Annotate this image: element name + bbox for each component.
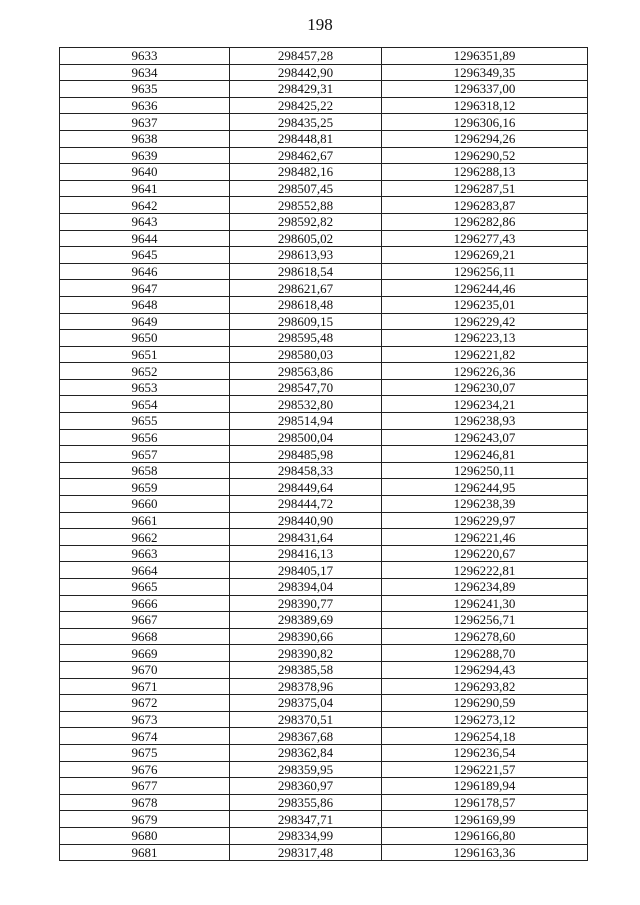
point-number-cell: 9634 <box>60 64 230 81</box>
table-row <box>60 761 588 778</box>
table-row <box>60 379 588 396</box>
x-coordinate-cell: 298355,86 <box>230 794 382 811</box>
point-number-cell: 9647 <box>60 280 230 297</box>
y-coordinate-cell: 1296244,95 <box>382 479 588 496</box>
table-row <box>60 844 588 861</box>
table-row <box>60 529 588 546</box>
y-coordinate-cell: 1296337,00 <box>382 81 588 98</box>
y-coordinate-cell: 1296318,12 <box>382 97 588 114</box>
x-coordinate-cell: 298605,02 <box>230 230 382 247</box>
table-row <box>60 612 588 629</box>
point-number-cell: 9633 <box>60 48 230 65</box>
y-coordinate-cell: 1296349,35 <box>382 64 588 81</box>
x-coordinate-cell: 298444,72 <box>230 496 382 513</box>
table-row <box>60 545 588 562</box>
table-row <box>60 811 588 828</box>
y-coordinate-cell: 1296269,21 <box>382 247 588 264</box>
x-coordinate-cell: 298360,97 <box>230 778 382 795</box>
x-coordinate-cell: 298378,96 <box>230 678 382 695</box>
point-number-cell: 9680 <box>60 827 230 844</box>
x-coordinate-cell: 298359,95 <box>230 761 382 778</box>
x-coordinate-cell: 298390,77 <box>230 595 382 612</box>
point-number-cell: 9646 <box>60 263 230 280</box>
table-row <box>60 197 588 214</box>
point-number-cell: 9666 <box>60 595 230 612</box>
table-row <box>60 562 588 579</box>
x-coordinate-cell: 298416,13 <box>230 545 382 562</box>
y-coordinate-cell: 1296238,93 <box>382 413 588 430</box>
point-number-cell: 9650 <box>60 330 230 347</box>
table-row <box>60 645 588 662</box>
y-coordinate-cell: 1296287,51 <box>382 180 588 197</box>
y-coordinate-cell: 1296244,46 <box>382 280 588 297</box>
x-coordinate-cell: 298442,90 <box>230 64 382 81</box>
table-row <box>60 479 588 496</box>
y-coordinate-cell: 1296166,80 <box>382 827 588 844</box>
point-number-cell: 9655 <box>60 413 230 430</box>
table-row <box>60 396 588 413</box>
y-coordinate-cell: 1296290,52 <box>382 147 588 164</box>
x-coordinate-cell: 298552,88 <box>230 197 382 214</box>
x-coordinate-cell: 298592,82 <box>230 213 382 230</box>
point-number-cell: 9673 <box>60 711 230 728</box>
coordinates-table <box>59 47 588 861</box>
x-coordinate-cell: 298563,86 <box>230 363 382 380</box>
point-number-cell: 9635 <box>60 81 230 98</box>
point-number-cell: 9671 <box>60 678 230 695</box>
y-coordinate-cell: 1296290,59 <box>382 695 588 712</box>
table-row <box>60 579 588 596</box>
table-row <box>60 827 588 844</box>
y-coordinate-cell: 1296223,13 <box>382 330 588 347</box>
x-coordinate-cell: 298618,48 <box>230 296 382 313</box>
point-number-cell: 9674 <box>60 728 230 745</box>
x-coordinate-cell: 298390,82 <box>230 645 382 662</box>
table-row <box>60 114 588 131</box>
point-number-cell: 9654 <box>60 396 230 413</box>
table-row <box>60 263 588 280</box>
table-row <box>60 695 588 712</box>
point-number-cell: 9652 <box>60 363 230 380</box>
table-row <box>60 496 588 513</box>
y-coordinate-cell: 1296306,16 <box>382 114 588 131</box>
table-row <box>60 462 588 479</box>
x-coordinate-cell: 298394,04 <box>230 579 382 596</box>
table-row <box>60 64 588 81</box>
table-row <box>60 744 588 761</box>
table-row <box>60 595 588 612</box>
x-coordinate-cell: 298618,54 <box>230 263 382 280</box>
y-coordinate-cell: 1296236,54 <box>382 744 588 761</box>
point-number-cell: 9667 <box>60 612 230 629</box>
point-number-cell: 9679 <box>60 811 230 828</box>
point-number-cell: 9643 <box>60 213 230 230</box>
table-row <box>60 180 588 197</box>
table-row <box>60 363 588 380</box>
y-coordinate-cell: 1296222,81 <box>382 562 588 579</box>
table-row <box>60 296 588 313</box>
point-number-cell: 9637 <box>60 114 230 131</box>
y-coordinate-cell: 1296250,11 <box>382 462 588 479</box>
table-row <box>60 97 588 114</box>
point-number-cell: 9670 <box>60 661 230 678</box>
table-row <box>60 280 588 297</box>
x-coordinate-cell: 298514,94 <box>230 413 382 430</box>
x-coordinate-cell: 298390,66 <box>230 628 382 645</box>
point-number-cell: 9656 <box>60 429 230 446</box>
y-coordinate-cell: 1296294,43 <box>382 661 588 678</box>
point-number-cell: 9653 <box>60 379 230 396</box>
table-row <box>60 678 588 695</box>
y-coordinate-cell: 1296235,01 <box>382 296 588 313</box>
point-number-cell: 9636 <box>60 97 230 114</box>
point-number-cell: 9668 <box>60 628 230 645</box>
y-coordinate-cell: 1296288,70 <box>382 645 588 662</box>
x-coordinate-cell: 298458,33 <box>230 462 382 479</box>
x-coordinate-cell: 298482,16 <box>230 164 382 181</box>
table-row <box>60 446 588 463</box>
x-coordinate-cell: 298362,84 <box>230 744 382 761</box>
y-coordinate-cell: 1296178,57 <box>382 794 588 811</box>
y-coordinate-cell: 1296256,71 <box>382 612 588 629</box>
y-coordinate-cell: 1296351,89 <box>382 48 588 65</box>
y-coordinate-cell: 1296234,89 <box>382 579 588 596</box>
x-coordinate-cell: 298367,68 <box>230 728 382 745</box>
x-coordinate-cell: 298609,15 <box>230 313 382 330</box>
y-coordinate-cell: 1296234,21 <box>382 396 588 413</box>
x-coordinate-cell: 298457,28 <box>230 48 382 65</box>
point-number-cell: 9659 <box>60 479 230 496</box>
x-coordinate-cell: 298375,04 <box>230 695 382 712</box>
point-number-cell: 9640 <box>60 164 230 181</box>
point-number-cell: 9644 <box>60 230 230 247</box>
point-number-cell: 9649 <box>60 313 230 330</box>
coordinates-table-body <box>60 48 588 861</box>
x-coordinate-cell: 298595,48 <box>230 330 382 347</box>
x-coordinate-cell: 298389,69 <box>230 612 382 629</box>
y-coordinate-cell: 1296254,18 <box>382 728 588 745</box>
x-coordinate-cell: 298500,04 <box>230 429 382 446</box>
point-number-cell: 9675 <box>60 744 230 761</box>
point-number-cell: 9658 <box>60 462 230 479</box>
x-coordinate-cell: 298621,67 <box>230 280 382 297</box>
x-coordinate-cell: 298347,71 <box>230 811 382 828</box>
point-number-cell: 9657 <box>60 446 230 463</box>
x-coordinate-cell: 298385,58 <box>230 661 382 678</box>
y-coordinate-cell: 1296230,07 <box>382 379 588 396</box>
y-coordinate-cell: 1296278,60 <box>382 628 588 645</box>
y-coordinate-cell: 1296243,07 <box>382 429 588 446</box>
y-coordinate-cell: 1296294,26 <box>382 130 588 147</box>
table-row <box>60 778 588 795</box>
x-coordinate-cell: 298580,03 <box>230 346 382 363</box>
point-number-cell: 9663 <box>60 545 230 562</box>
y-coordinate-cell: 1296293,82 <box>382 678 588 695</box>
point-number-cell: 9648 <box>60 296 230 313</box>
y-coordinate-cell: 1296169,99 <box>382 811 588 828</box>
point-number-cell: 9638 <box>60 130 230 147</box>
table-row <box>60 512 588 529</box>
table-row <box>60 147 588 164</box>
x-coordinate-cell: 298440,90 <box>230 512 382 529</box>
y-coordinate-cell: 1296277,43 <box>382 230 588 247</box>
x-coordinate-cell: 298334,99 <box>230 827 382 844</box>
point-number-cell: 9664 <box>60 562 230 579</box>
table-row <box>60 413 588 430</box>
table-row <box>60 247 588 264</box>
x-coordinate-cell: 298429,31 <box>230 81 382 98</box>
y-coordinate-cell: 1296283,87 <box>382 197 588 214</box>
point-number-cell: 9651 <box>60 346 230 363</box>
x-coordinate-cell: 298435,25 <box>230 114 382 131</box>
y-coordinate-cell: 1296273,12 <box>382 711 588 728</box>
point-number-cell: 9672 <box>60 695 230 712</box>
y-coordinate-cell: 1296241,30 <box>382 595 588 612</box>
table-row <box>60 711 588 728</box>
table-row <box>60 81 588 98</box>
y-coordinate-cell: 1296229,42 <box>382 313 588 330</box>
x-coordinate-cell: 298370,51 <box>230 711 382 728</box>
x-coordinate-cell: 298448,81 <box>230 130 382 147</box>
point-number-cell: 9681 <box>60 844 230 861</box>
x-coordinate-cell: 298532,80 <box>230 396 382 413</box>
point-number-cell: 9677 <box>60 778 230 795</box>
point-number-cell: 9642 <box>60 197 230 214</box>
x-coordinate-cell: 298425,22 <box>230 97 382 114</box>
x-coordinate-cell: 298613,93 <box>230 247 382 264</box>
y-coordinate-cell: 1296189,94 <box>382 778 588 795</box>
x-coordinate-cell: 298449,64 <box>230 479 382 496</box>
x-coordinate-cell: 298405,17 <box>230 562 382 579</box>
y-coordinate-cell: 1296163,36 <box>382 844 588 861</box>
table-row <box>60 164 588 181</box>
y-coordinate-cell: 1296221,57 <box>382 761 588 778</box>
table-row <box>60 628 588 645</box>
table-row <box>60 313 588 330</box>
y-coordinate-cell: 1296221,46 <box>382 529 588 546</box>
point-number-cell: 9669 <box>60 645 230 662</box>
y-coordinate-cell: 1296238,39 <box>382 496 588 513</box>
point-number-cell: 9665 <box>60 579 230 596</box>
table-row <box>60 728 588 745</box>
table-row <box>60 48 588 65</box>
table-row <box>60 794 588 811</box>
x-coordinate-cell: 298485,98 <box>230 446 382 463</box>
point-number-cell: 9639 <box>60 147 230 164</box>
table-row <box>60 230 588 247</box>
table-row <box>60 346 588 363</box>
table-row <box>60 330 588 347</box>
y-coordinate-cell: 1296256,11 <box>382 263 588 280</box>
x-coordinate-cell: 298317,48 <box>230 844 382 861</box>
point-number-cell: 9676 <box>60 761 230 778</box>
point-number-cell: 9662 <box>60 529 230 546</box>
point-number-cell: 9661 <box>60 512 230 529</box>
x-coordinate-cell: 298547,70 <box>230 379 382 396</box>
table-row <box>60 429 588 446</box>
y-coordinate-cell: 1296282,86 <box>382 213 588 230</box>
table-row <box>60 213 588 230</box>
y-coordinate-cell: 1296226,36 <box>382 363 588 380</box>
point-number-cell: 9641 <box>60 180 230 197</box>
x-coordinate-cell: 298462,67 <box>230 147 382 164</box>
x-coordinate-cell: 298507,45 <box>230 180 382 197</box>
y-coordinate-cell: 1296288,13 <box>382 164 588 181</box>
point-number-cell: 9660 <box>60 496 230 513</box>
x-coordinate-cell: 298431,64 <box>230 529 382 546</box>
y-coordinate-cell: 1296221,82 <box>382 346 588 363</box>
y-coordinate-cell: 1296220,67 <box>382 545 588 562</box>
point-number-cell: 9678 <box>60 794 230 811</box>
y-coordinate-cell: 1296229,97 <box>382 512 588 529</box>
point-number-cell: 9645 <box>60 247 230 264</box>
table-row <box>60 661 588 678</box>
y-coordinate-cell: 1296246,81 <box>382 446 588 463</box>
page-number: 198 <box>307 15 333 34</box>
table-row <box>60 130 588 147</box>
